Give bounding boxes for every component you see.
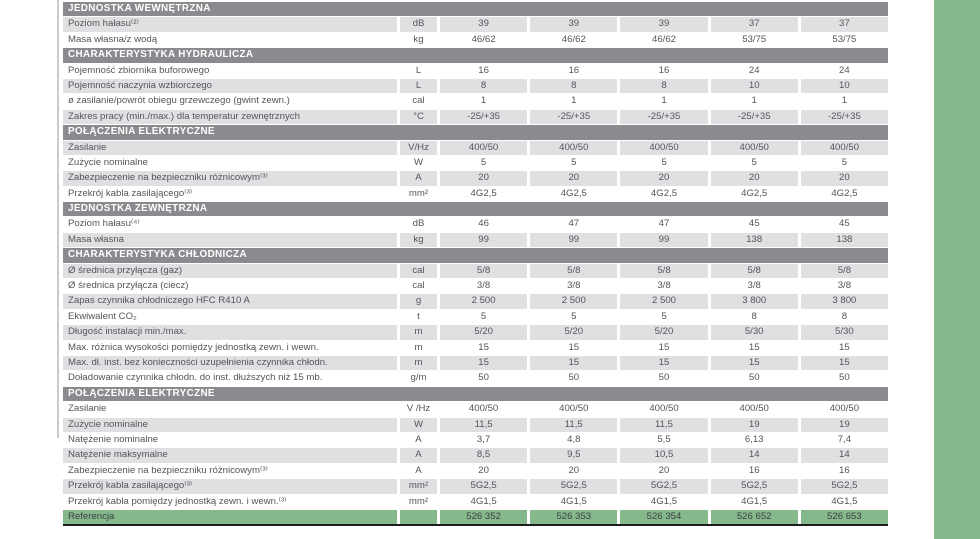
value-cell: 39 <box>440 17 527 31</box>
param-label: Zasilanie <box>68 403 107 415</box>
value-cell: 37 <box>711 17 798 31</box>
value-cell: 15 <box>801 356 888 370</box>
value-cell: 14 <box>711 448 798 462</box>
param-label: Poziom hałasu⁽⁴⁾ <box>68 218 140 230</box>
value-cell: 19 <box>711 418 798 432</box>
param-label: Przekrój kabla zasilającego⁽³⁾ <box>63 479 397 493</box>
unit-cell: mm² <box>408 187 429 199</box>
param-label: Ekwiwalent CO₂ <box>68 310 137 322</box>
unit-cell: mm² <box>408 495 429 507</box>
unit-cell: cal <box>400 264 437 278</box>
value-cell: 20 <box>658 464 670 476</box>
value-cell: 5/20 <box>530 325 617 339</box>
value-cell: 46/62 <box>471 33 496 45</box>
section-header: POŁĄCZENIA ELEKTRYCZNE <box>63 125 888 139</box>
spec-row <box>63 310 888 324</box>
value-cell: 46/62 <box>651 33 676 45</box>
value-cell: 20 <box>530 171 617 185</box>
value-cell: 16 <box>658 64 670 76</box>
spec-row <box>63 402 888 416</box>
value-cell: 15 <box>658 341 670 353</box>
spec-row <box>63 279 888 293</box>
param-label: Referencja <box>63 510 397 524</box>
value-cell: 15 <box>530 356 617 370</box>
value-cell: 50 <box>839 372 850 384</box>
value-cell: 526 354 <box>620 510 707 524</box>
spec-row <box>63 94 888 108</box>
value-cell: 19 <box>801 418 888 432</box>
value-cell: 5G2,5 <box>440 479 527 493</box>
unit-cell: kg <box>400 233 437 247</box>
unit-cell: m <box>400 325 437 339</box>
spec-row <box>63 141 888 155</box>
value-cell: 1 <box>480 95 487 107</box>
value-cell: 99 <box>620 233 707 247</box>
value-cell: 526 653 <box>801 510 888 524</box>
spec-row <box>63 448 888 462</box>
unit-cell: dB <box>412 218 425 230</box>
value-cell: 11,5 <box>620 418 707 432</box>
value-cell: 4G2,5 <box>831 187 858 199</box>
value-cell: 5/30 <box>711 325 798 339</box>
value-cell: 15 <box>620 356 707 370</box>
value-cell: 5G2,5 <box>620 479 707 493</box>
value-cell: 53/75 <box>832 33 857 45</box>
value-cell: 5 <box>571 310 577 322</box>
unit-cell: cal <box>412 280 425 292</box>
value-cell: 20 <box>711 171 798 185</box>
page-side-green-panel <box>934 0 980 539</box>
spec-table <box>63 2 888 526</box>
value-cell: 45 <box>748 218 760 230</box>
value-cell: 3/8 <box>476 280 491 292</box>
value-cell: 16 <box>839 464 850 476</box>
param-label: Natężenie maksymalne <box>63 448 397 462</box>
value-cell: 20 <box>440 171 527 185</box>
value-cell: 37 <box>801 17 888 31</box>
value-cell: 1 <box>751 95 757 107</box>
unit-cell: A <box>415 433 422 445</box>
value-cell: 53/75 <box>742 33 767 45</box>
param-label: Przekrój kabla pomiędzy jednostką zewn. i wewn.⁽³⁾ <box>68 495 287 507</box>
param-label: Długość instalacji min./max. <box>63 325 397 339</box>
param-label: Masa własna <box>63 233 397 247</box>
value-cell: 400/50 <box>711 141 798 155</box>
section-header: POŁĄCZENIA ELEKTRYCZNE <box>63 387 888 401</box>
param-label: Poziom hałasu⁽²⁾ <box>63 17 397 31</box>
param-label: Zużycie nominalne <box>63 418 397 432</box>
value-cell: 5 <box>661 310 667 322</box>
value-cell: 2 500 <box>530 294 617 308</box>
value-cell: 5/8 <box>620 264 707 278</box>
spec-row <box>63 156 888 170</box>
spec-row <box>63 64 888 78</box>
value-cell: 5 <box>661 156 667 168</box>
value-cell: -25/+35 <box>620 110 707 124</box>
value-cell: 3/8 <box>567 280 581 292</box>
value-cell: 6,13 <box>744 433 764 445</box>
value-cell: 5 <box>480 310 487 322</box>
value-cell: 14 <box>801 448 888 462</box>
param-label: Pojemność zbiornika buforowego <box>68 64 210 76</box>
param-label: Max. różnica wysokości pomiędzy jednostką zewn. i wewn. <box>68 341 319 353</box>
value-cell: 16 <box>568 64 580 76</box>
value-cell: 10 <box>801 79 888 93</box>
param-label: Natężenie nominalne <box>68 433 159 445</box>
value-cell: 10 <box>711 79 798 93</box>
value-cell: 11,5 <box>530 418 617 432</box>
unit-cell: °C <box>400 110 437 124</box>
unit-cell: g/m <box>410 372 427 384</box>
value-cell: 4G2,5 <box>560 187 587 199</box>
param-label: Ø średnica przyłącza (gaz) <box>63 264 397 278</box>
unit-cell: kg <box>413 33 424 45</box>
value-cell: 16 <box>478 64 489 76</box>
unit-cell: A <box>415 464 422 476</box>
unit-cell: V/Hz <box>400 141 437 155</box>
value-cell: 8 <box>620 79 707 93</box>
value-cell: 5 <box>571 156 577 168</box>
value-cell: -25/+35 <box>801 110 888 124</box>
value-cell: 4G2,5 <box>741 187 768 199</box>
value-cell: -25/+35 <box>440 110 527 124</box>
unit-cell: L <box>400 79 437 93</box>
value-cell: 15 <box>440 356 527 370</box>
table-bottom-rule <box>63 524 888 526</box>
param-label: Zabezpieczenie na bezpieczniku różnicowym⁽³⁾ <box>63 171 397 185</box>
value-cell: 8 <box>751 310 757 322</box>
value-cell: 46 <box>478 218 489 230</box>
param-label: Doładowanie czynnika chłodn. do inst. dłuższych niż 15 mb. <box>68 372 323 384</box>
spec-row <box>63 418 888 432</box>
value-cell: 46/62 <box>561 33 586 45</box>
value-cell: 5 <box>841 156 848 168</box>
param-label: Zasilanie <box>63 141 397 155</box>
value-cell: 5/8 <box>440 264 527 278</box>
spec-row <box>63 356 888 370</box>
value-cell: 24 <box>839 64 850 76</box>
section-header: CHARAKTERYSTYKA CHŁODNICZA <box>63 248 888 262</box>
value-cell: 11,5 <box>440 418 527 432</box>
value-cell: 526 652 <box>711 510 798 524</box>
value-cell: 50 <box>478 372 489 384</box>
value-cell: 400/50 <box>620 141 707 155</box>
value-cell: 400/50 <box>801 141 888 155</box>
value-cell: 5G2,5 <box>530 479 617 493</box>
value-cell: 526 352 <box>440 510 527 524</box>
value-cell: 99 <box>440 233 527 247</box>
value-cell: 15 <box>839 341 850 353</box>
value-cell: 2 500 <box>440 294 527 308</box>
page-margin-rule <box>57 0 59 438</box>
value-cell: 20 <box>620 171 707 185</box>
value-cell: 5 <box>480 156 487 168</box>
value-cell: 50 <box>568 372 580 384</box>
section-header: CHARAKTERYSTYKA HYDRAULICZA <box>63 48 888 62</box>
value-cell: 50 <box>658 372 670 384</box>
value-cell: 4G1,5 <box>560 495 587 507</box>
value-cell: 400/50 <box>649 403 679 415</box>
value-cell: 5,5 <box>657 433 671 445</box>
param-label: Ø średnica przyłącza (ciecz) <box>68 280 189 292</box>
value-cell: 400/50 <box>440 141 527 155</box>
value-cell: 10,5 <box>620 448 707 462</box>
spec-row <box>63 171 888 185</box>
spec-row <box>63 79 888 93</box>
value-cell: -25/+35 <box>530 110 617 124</box>
unit-cell: m <box>400 356 437 370</box>
param-label: Pojemność naczynia wzbiorczego <box>63 79 397 93</box>
unit-cell: A <box>400 171 437 185</box>
value-cell: 8,5 <box>440 448 527 462</box>
value-cell: 1 <box>571 95 577 107</box>
unit-cell: cal <box>412 95 425 107</box>
value-cell: 3/8 <box>747 280 761 292</box>
value-cell: 8 <box>530 79 617 93</box>
value-cell: 7,4 <box>837 433 852 445</box>
spec-row <box>63 371 888 385</box>
param-label: Zużycie nominalne <box>68 156 148 168</box>
value-cell: 5G2,5 <box>801 479 888 493</box>
unit-cell: m <box>414 341 423 353</box>
value-cell: 8 <box>440 79 527 93</box>
value-cell: 15 <box>711 356 798 370</box>
value-cell: 99 <box>530 233 617 247</box>
param-label: Max. dł. inst. bez konieczności uzupełnienia czynnika chłodn. <box>63 356 397 370</box>
value-cell: 400/50 <box>559 403 589 415</box>
value-cell: 138 <box>711 233 798 247</box>
value-cell: 2 500 <box>620 294 707 308</box>
param-label: Zabezpieczenie na bezpieczniku różnicowym⁽³⁾ <box>68 464 268 476</box>
value-cell: 20 <box>801 171 888 185</box>
section-header: JEDNOSTKA WEWNĘTRZNA <box>63 2 888 16</box>
value-cell: 3 800 <box>801 294 888 308</box>
value-cell: 15 <box>748 341 760 353</box>
spec-row <box>63 294 888 308</box>
value-cell: 1 <box>841 95 848 107</box>
param-label: Zakres pracy (min./max.) dla temperatur zewnętrznych <box>63 110 397 124</box>
value-cell: 5/8 <box>530 264 617 278</box>
value-cell: 400/50 <box>829 403 860 415</box>
unit-cell: mm² <box>400 479 437 493</box>
spec-row <box>63 495 888 509</box>
unit-cell <box>400 510 437 524</box>
spec-row <box>63 325 888 339</box>
value-cell: 5G2,5 <box>711 479 798 493</box>
value-cell: 15 <box>478 341 489 353</box>
reference-row <box>63 510 888 524</box>
value-cell: 1 <box>661 95 667 107</box>
unit-cell: dB <box>400 17 437 31</box>
value-cell: 5/8 <box>801 264 888 278</box>
value-cell: 3 800 <box>711 294 798 308</box>
value-cell: 45 <box>839 218 850 230</box>
value-cell: 5 <box>751 156 757 168</box>
spec-row <box>63 17 888 31</box>
spec-row <box>63 33 888 47</box>
value-cell: 4G1,5 <box>831 495 858 507</box>
spec-row <box>63 110 888 124</box>
value-cell: 138 <box>801 233 888 247</box>
value-cell: 5/30 <box>801 325 888 339</box>
value-cell: 47 <box>658 218 670 230</box>
spec-row <box>63 264 888 278</box>
value-cell: 9,5 <box>530 448 617 462</box>
param-label: ø zasilanie/powrót obiegu grzewczego (gwint zewn.) <box>68 95 290 107</box>
unit-cell: t <box>417 310 420 322</box>
value-cell: 15 <box>568 341 580 353</box>
value-cell: 5/8 <box>711 264 798 278</box>
value-cell: 4G1,5 <box>650 495 678 507</box>
value-cell: 400/50 <box>468 403 499 415</box>
value-cell: 3/8 <box>837 280 852 292</box>
unit-cell: V /Hz <box>406 403 431 415</box>
value-cell: 20 <box>568 464 580 476</box>
unit-cell: W <box>413 156 424 168</box>
unit-cell: A <box>400 448 437 462</box>
spec-row <box>63 217 888 231</box>
value-cell: 5/20 <box>620 325 707 339</box>
value-cell: 400/50 <box>739 403 769 415</box>
value-cell: 8 <box>841 310 848 322</box>
value-cell: 4G1,5 <box>741 495 768 507</box>
value-cell: 526 353 <box>530 510 617 524</box>
value-cell: 4G2,5 <box>470 187 497 199</box>
value-cell: 20 <box>478 464 489 476</box>
value-cell: 39 <box>620 17 707 31</box>
value-cell: 4G2,5 <box>650 187 678 199</box>
param-label: Zapas czynnika chłodniczego HFC R410 A <box>63 294 397 308</box>
value-cell: 4G1,5 <box>470 495 497 507</box>
value-cell: 50 <box>748 372 760 384</box>
spec-row <box>63 233 888 247</box>
value-cell: 39 <box>530 17 617 31</box>
section-header: JEDNOSTKA ZEWNĘTRZNA <box>63 202 888 216</box>
value-cell: 400/50 <box>530 141 617 155</box>
spec-row <box>63 433 888 447</box>
value-cell: 24 <box>748 64 760 76</box>
value-cell: -25/+35 <box>711 110 798 124</box>
spec-row <box>63 464 888 478</box>
unit-cell: L <box>415 64 422 76</box>
unit-cell: W <box>400 418 437 432</box>
value-cell: 47 <box>568 218 580 230</box>
param-label: Masa własna/z wodą <box>68 33 158 45</box>
param-label: Przekrój kabla zasilającego⁽³⁾ <box>68 187 193 199</box>
spec-row <box>63 479 888 493</box>
spec-row <box>63 187 888 201</box>
unit-cell: g <box>400 294 437 308</box>
value-cell: 5/20 <box>440 325 527 339</box>
spec-row <box>63 341 888 355</box>
value-cell: 3,7 <box>476 433 491 445</box>
value-cell: 4,8 <box>567 433 581 445</box>
value-cell: 3/8 <box>657 280 671 292</box>
value-cell: 16 <box>748 464 760 476</box>
